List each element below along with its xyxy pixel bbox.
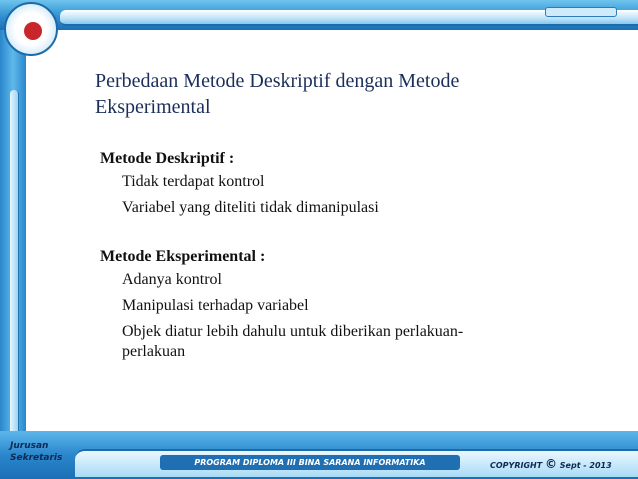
section-heading-deskriptif: Metode Deskriptif : [100, 150, 235, 167]
list-item: Adanya kontrol [122, 271, 222, 288]
slide-title: Perbedaan Metode Deskriptif dengan Metode Eksperimental [95, 70, 460, 118]
copyright-label: COPYRIGHT [490, 461, 543, 470]
footer-department-line2: Sekretaris [10, 453, 63, 463]
left-frame-highlight [10, 90, 19, 450]
footer-department-line1: Jurusan [10, 441, 49, 451]
left-frame-bar [0, 30, 26, 435]
copyright-date: Sept - 2013 [559, 461, 612, 470]
logo-core [22, 20, 44, 42]
list-item: Manipulasi terhadap variabel [122, 297, 309, 314]
list-item: Variabel yang diteliti tidak dimanipulasi [122, 199, 379, 216]
bsi-logo-icon [4, 2, 58, 56]
copyright-icon: © [544, 457, 557, 471]
list-item: Objek diatur lebih dahulu untuk diberikan perlakuan-perlakuan [122, 323, 464, 360]
top-frame-bar [0, 0, 638, 30]
list-item: Tidak terdapat kontrol [122, 173, 265, 190]
footer-program: PROGRAM DIPLOMA III BINA SARANA INFORMATIKA [160, 455, 460, 470]
slide-body [100, 148, 520, 362]
footer-copyright [490, 457, 630, 471]
footer-department [10, 440, 70, 464]
top-frame-notch [545, 7, 617, 17]
section-heading-eksperimental: Metode Eksperimental : [100, 248, 266, 265]
